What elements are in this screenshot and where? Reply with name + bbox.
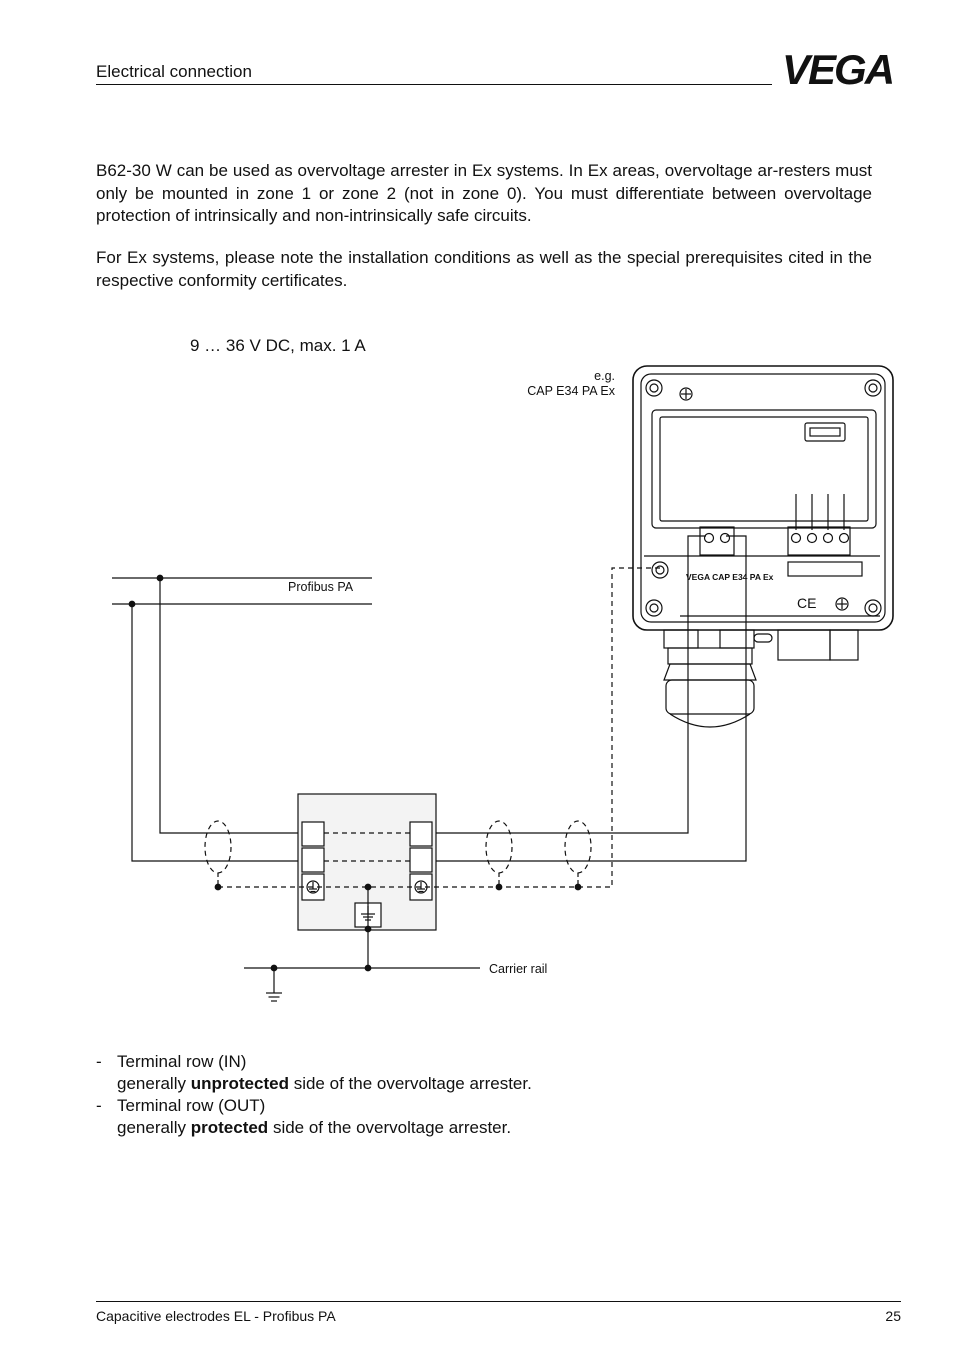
device-cap-e34 (633, 366, 893, 727)
supply-voltage-label: 9 … 36 V DC, max. 1 A (190, 336, 366, 355)
device-plate-text: VEGA CAP E34 PA Ex (686, 572, 774, 582)
legend-item-out (96, 1095, 532, 1139)
footer-document-title: Capacitive electrodes EL - Profibus PA (96, 1308, 336, 1324)
carrier-rail-label: Carrier rail (489, 962, 548, 976)
legend-title: Terminal row (IN) (117, 1052, 247, 1071)
legend-dash: - (96, 1096, 102, 1115)
legend-suffix: side of the overvoltage arrester. (272, 1118, 512, 1137)
wire-out-1 (436, 536, 706, 833)
wire-in-2 (132, 604, 300, 861)
legend-title: Terminal row (OUT) (117, 1096, 266, 1115)
shield-ellipse-in (205, 821, 231, 873)
legend-prefix: generally (117, 1074, 186, 1093)
legend-suffix: side of the overvoltage arrester. (293, 1074, 532, 1093)
profibus-label: Profibus PA (288, 580, 354, 594)
svg-text:CE: CE (797, 595, 817, 611)
terminal-legend (96, 1051, 532, 1139)
shield-ellipse-out-2 (565, 821, 591, 873)
overvoltage-arrester (298, 794, 436, 930)
legend-prefix: generally (117, 1118, 186, 1137)
vega-logo-text: VEGA (782, 48, 894, 88)
section-title: Electrical connection (96, 62, 252, 81)
device-label-model: CAP E34 PA Ex (527, 384, 615, 398)
device-label-eg: e.g. (594, 369, 615, 383)
paragraph-ex-systems: B62-30 W can be used as overvoltage arrester in Ex systems. In Ex areas, overvoltage ar-resters must only be mounted in zone 1 or zone 2 (not in zone 0). You must differentiate between overvoltage protection of intrinsically and non-intrinsically safe circuits. (96, 161, 872, 225)
legend-dash: - (96, 1052, 102, 1071)
wire-out-2 (436, 536, 746, 861)
legend-emphasis: unprotected (190, 1074, 289, 1093)
wire-in-1 (160, 578, 300, 833)
legend-emphasis: protected (190, 1118, 269, 1137)
shield-ellipse-out-1 (486, 821, 512, 873)
paragraph-installation-conditions: For Ex systems, please note the installation conditions as well as the special prerequisites cited in the respective conformity certificates. (96, 248, 872, 290)
earth-ground-icon (266, 968, 282, 1001)
legend-item-in (96, 1051, 532, 1095)
footer-rule (96, 1301, 901, 1302)
page-number: 25 (885, 1308, 901, 1324)
shield-line (218, 568, 660, 887)
